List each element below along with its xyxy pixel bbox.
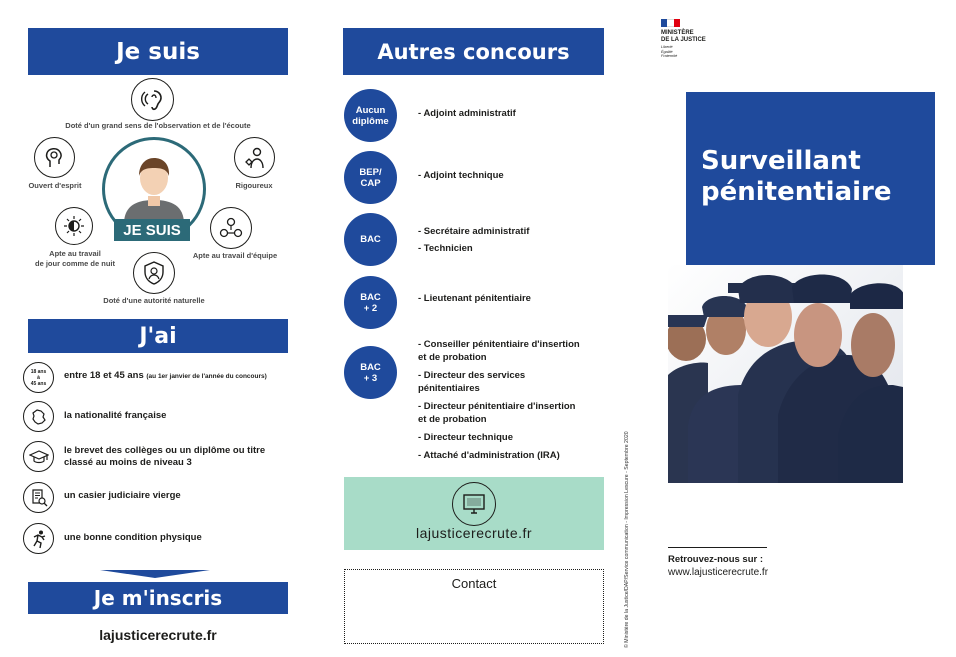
je-suis-title: Je suis	[116, 38, 200, 65]
requirement-age: entre 18 et 45 ans (au 1er janvier de l'année du concours)	[64, 370, 267, 381]
jai-title: J'ai	[139, 323, 177, 349]
age-icon: 18 ans à 45 ans	[23, 362, 54, 393]
authority-shield-icon	[133, 252, 175, 294]
requirement-diploma: le brevet des collèges ou un diplôme ou titre classé au moins de niveau 3	[64, 445, 266, 468]
website-box[interactable]	[344, 477, 604, 550]
find-us-rule	[668, 547, 767, 548]
title-line-1: Surveillant	[701, 146, 861, 176]
website-box-text: lajusticerecrute.fr	[415, 525, 533, 541]
level-bac-3: BAC + 3	[344, 346, 397, 399]
autres-concours-banner	[343, 28, 604, 75]
runner-icon	[23, 523, 54, 554]
graduation-cap-icon	[23, 441, 54, 472]
motto-3: Fraternité	[661, 54, 678, 58]
contact-label: Contact	[451, 576, 497, 591]
person-avatar	[112, 146, 196, 224]
motto-1: Liberté	[661, 45, 673, 49]
marianne-logo	[661, 19, 706, 59]
ministry-name-2: DE LA JUSTICE	[661, 36, 706, 43]
officers-photo	[668, 265, 903, 483]
jobs-bac: - Secrétaire administratif - Technicien	[418, 226, 530, 254]
level-aucun: Aucun diplôme	[344, 89, 397, 142]
trait-team: Apte au travail d'équipe	[192, 251, 278, 260]
requirement-nationality: la nationalité française	[64, 410, 167, 421]
inscris-title: Je m'inscris	[93, 586, 223, 610]
contact-box	[344, 569, 604, 644]
ministry-name-1: MINISTÈRE	[661, 30, 694, 36]
title-box	[686, 92, 935, 265]
level-bac-2: BAC + 2	[344, 276, 397, 329]
trait-day-night-1: Apte au travail	[49, 249, 101, 258]
motto-2: Égalité	[661, 49, 673, 54]
je-suis-banner	[28, 28, 288, 75]
computer-icon	[452, 482, 496, 526]
jobs-bep: - Adjoint technique	[418, 170, 504, 181]
ear-icon	[131, 78, 174, 121]
document-check-icon	[23, 482, 54, 513]
jobs-aucun: - Adjoint administratif	[418, 108, 516, 119]
website-link-left[interactable]: lajusticerecrute.fr	[99, 627, 217, 643]
trait-authority: Doté d'une autorité naturelle	[103, 296, 205, 305]
jai-banner	[28, 319, 288, 353]
level-bep-cap: BEP/ CAP	[344, 151, 397, 204]
find-us-label: Retrouvez-nous sur :	[668, 554, 764, 565]
france-map-icon	[23, 401, 54, 432]
find-us-url[interactable]: www.lajusticerecrute.fr	[668, 567, 769, 578]
chevron-divider	[100, 565, 210, 573]
day-night-icon	[55, 207, 93, 245]
trait-observation: Doté d'un grand sens de l'observation et de l'écoute	[65, 121, 251, 130]
lightbulb-head-icon	[34, 137, 75, 178]
inscris-banner	[28, 582, 288, 614]
trait-open-mind: Ouvert d'esprit	[28, 181, 82, 190]
team-icon	[210, 207, 252, 249]
requirement-physical: une bonne condition physique	[64, 532, 202, 543]
jobs-bac-2: - Lieutenant pénitentiaire	[418, 293, 531, 304]
requirement-criminal-record: un casier judiciaire vierge	[64, 490, 181, 501]
title-line-2: pénitentiaire	[701, 177, 892, 207]
je-suis-badge: JE SUIS	[114, 219, 190, 241]
vertical-credit: © Ministère de la Justice/DAP/Service communication - Impression Lescure - Septembre 2020	[624, 431, 630, 648]
jobs-bac-3: - Conseiller pénitentiaire d'insertion et de probation - Directeur des services pénitentiaires - Directeur pénitentiaire d'insertion et de probation - Directeur technique - Attaché d'administration (IRA)	[418, 339, 580, 461]
level-bac: BAC	[344, 213, 397, 266]
rigorous-person-icon	[234, 137, 275, 178]
autres-concours-title: Autres concours	[377, 39, 570, 64]
trait-rigorous: Rigoureux	[235, 181, 273, 190]
trait-day-night-2: de jour comme de nuit	[34, 259, 115, 268]
